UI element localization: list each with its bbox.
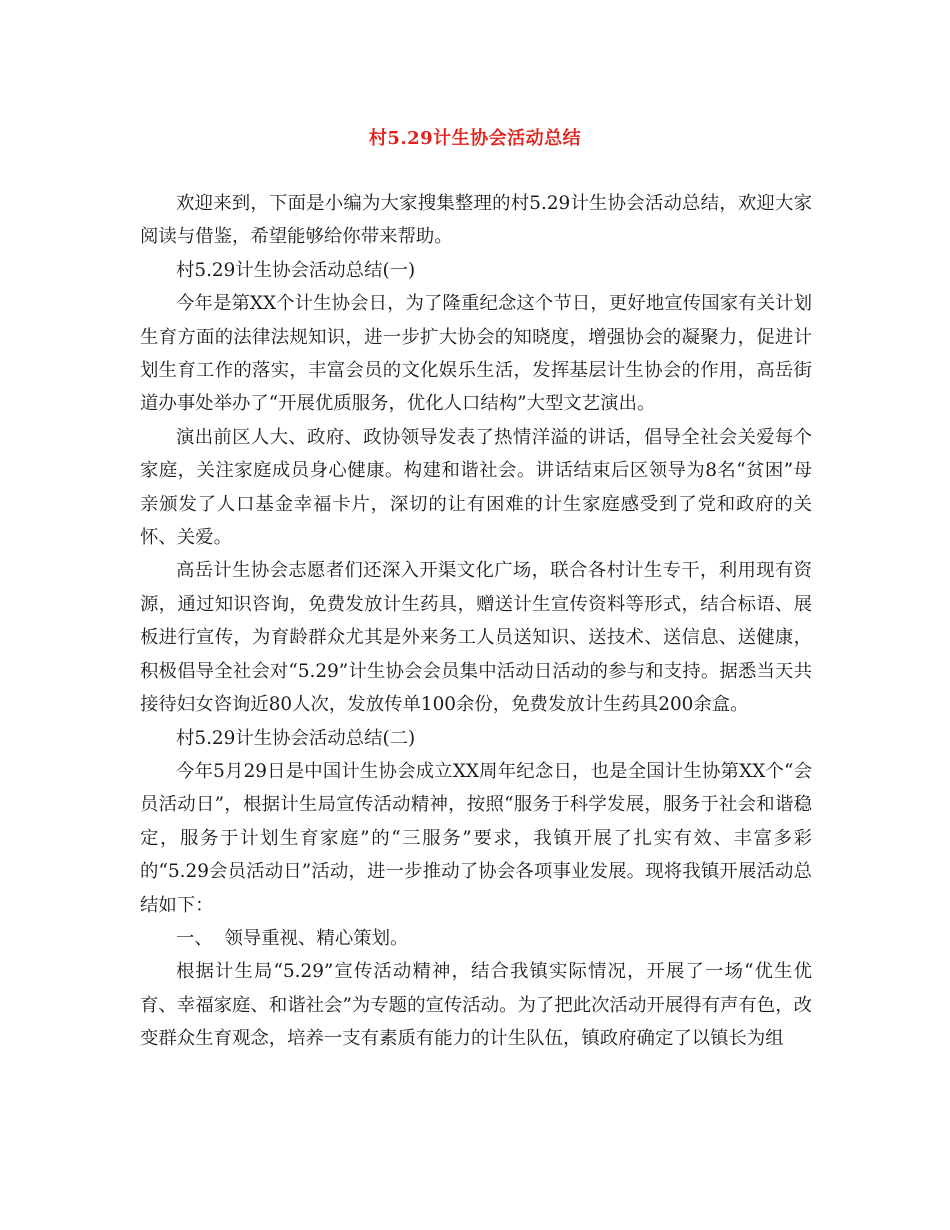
paragraph: 演出前区人大、政府、政协领导发表了热情洋溢的讲话，倡导全社会关爱每个家庭，关注家庭成员身心健康。构建和谐社会。讲话结束后区领导为8名“贫困”母亲颁发了人口基金幸福卡片，深切的让有困难的计生家庭感受到了党和政府的关怀、关爱。: [140, 426, 812, 549]
section-heading-2: 村5.29计生协会活动总结(二): [176, 727, 416, 749]
paragraph: 今年5月29日是中国计生协会成立XX周年纪念日，也是全国计生协第XX个“会员活动日”，根据计生局宣传活动精神，按照“服务于科学发展，服务于社会和谐稳定，服务于计划生育家庭”的“三服务”要求，我镇开展了扎实有效、丰富多彩的“5.29会员活动日”活动，进一步推动了协会各项事业发展。现将我镇开展活动总结如下：: [140, 760, 812, 916]
document-title: 村5.29计生协会活动总结: [368, 128, 582, 149]
subsection-heading: 一、 领导重视、精心策划。: [176, 927, 409, 949]
paragraph: 高岳计生协会志愿者们还深入开渠文化广场，联合各村计生专干，利用现有资源，通过知识咨询，免费发放计生药具，赠送计生宣传资料等形式，结合标语、展板进行宣传，为育龄群众尤其是外来务工人员送知识、送技术、送信息、送健康，积极倡导全社会对“5.29”计生协会会员集中活动日活动的参与和支持。据悉当天共接待妇女咨询近80人次，发放传单100余份，免费发放计生药具200余盒。: [140, 560, 812, 716]
paragraph: 根据计生局“5.29”宣传活动精神，结合我镇实际情况，开展了一场“优生优育、幸福家庭、和谐社会”为专题的宣传活动。为了把此次活动开展得有声有色，改变群众生育观念，培养一支有素质有能力的计生队伍，镇政府确定了以镇长为组: [140, 961, 812, 1050]
paragraph-intro: 欢迎来到，下面是小编为大家搜集整理的村5.29计生协会活动总结，欢迎大家阅读与借鉴，希望能够给你带来帮助。: [140, 193, 812, 248]
paragraph: 今年是第XX个计生协会日，为了隆重纪念这个节日，更好地宣传国家有关计划生育方面的法律法规知识，进一步扩大协会的知晓度，增强协会的凝聚力，促进计划生育工作的落实，丰富会员的文化娱乐生活，发挥基层计生协会的作用，高岳街道办事处举办了“开展优质服务，优化人口结构”大型文艺演出。: [140, 293, 812, 415]
section-heading-1: 村5.29计生协会活动总结(一): [176, 259, 416, 281]
document-body: [140, 187, 812, 1056]
